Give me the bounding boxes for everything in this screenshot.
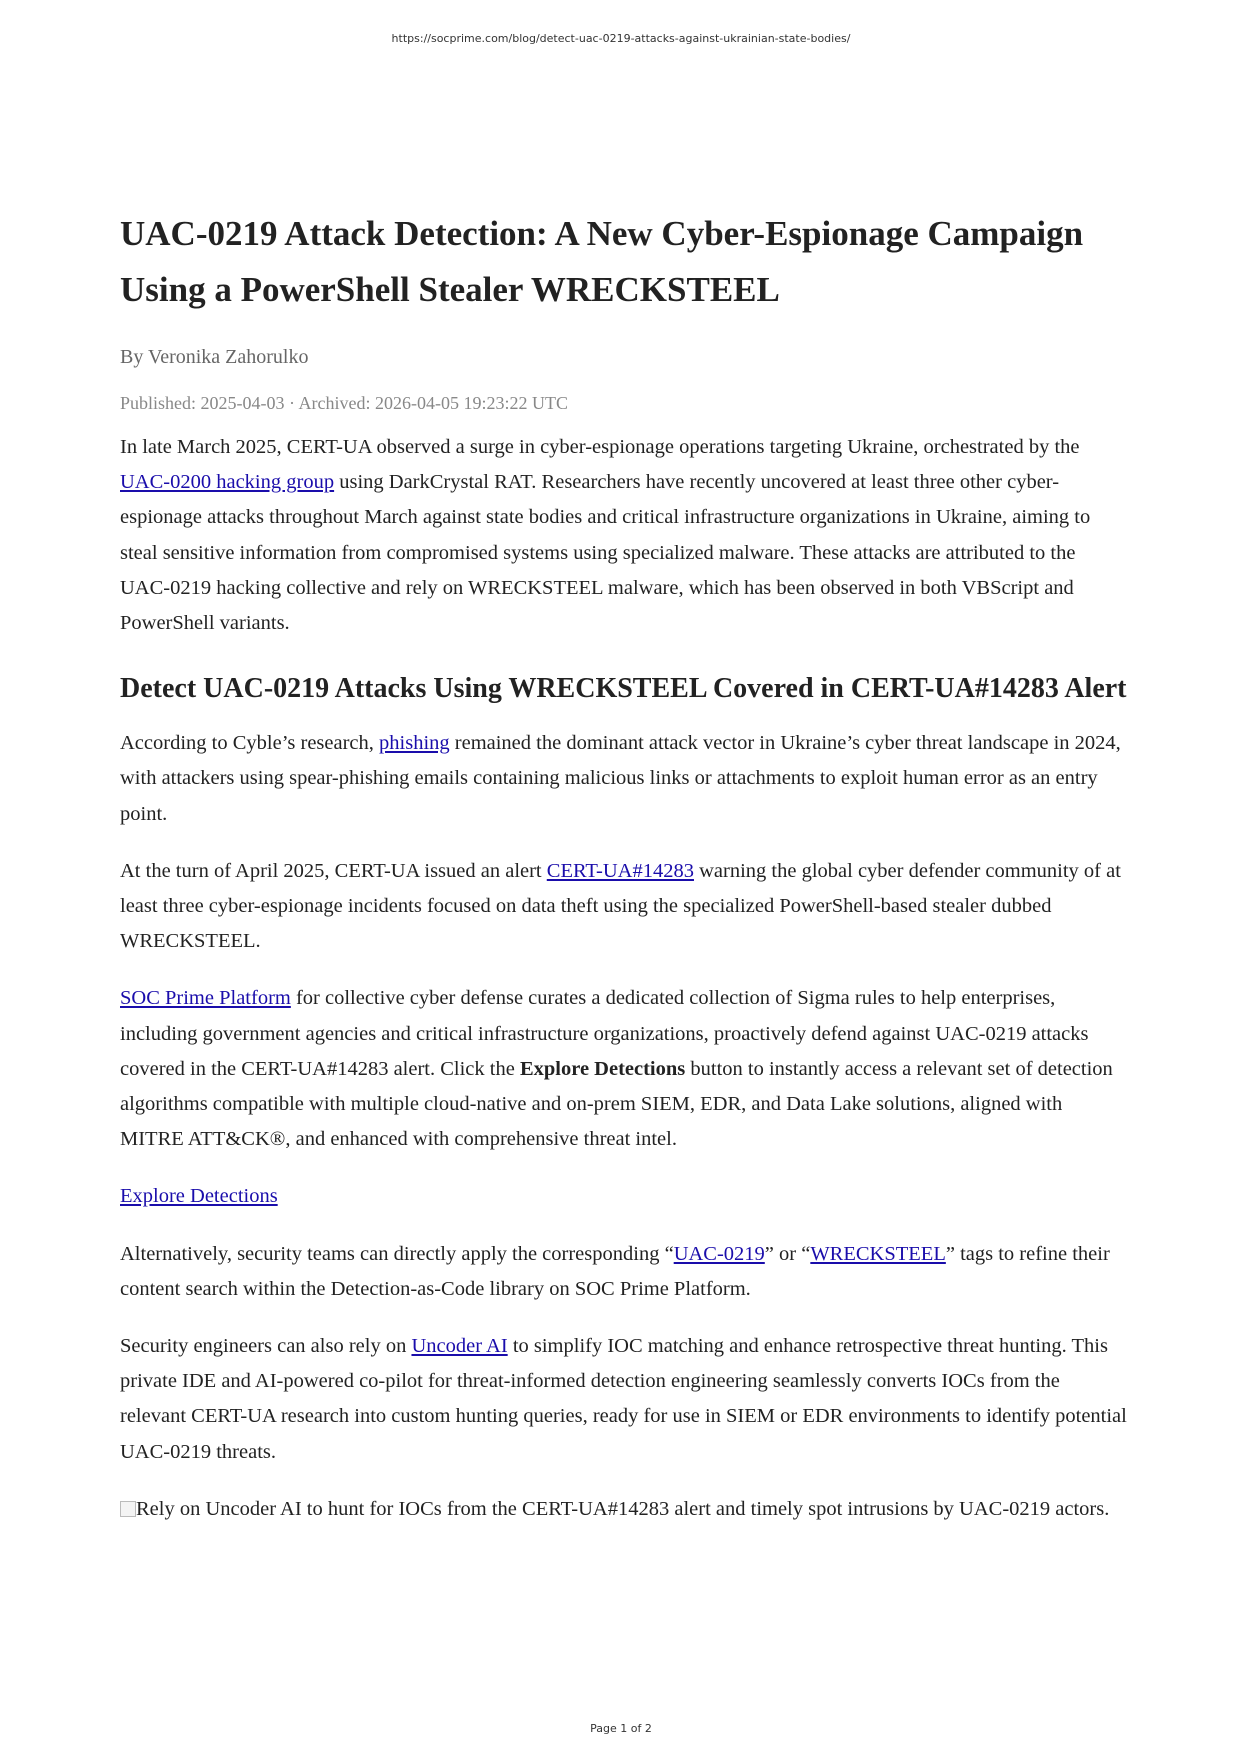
explore-paragraph xyxy=(120,1179,1130,1214)
uncoder-text-1: Security engineers can also rely on xyxy=(120,1335,412,1358)
page-url-header: https://socprime.com/blog/detect-uac-0219-attacks-against-ukrainian-state-bodies/ xyxy=(391,32,851,45)
uac-0219-tag-link[interactable]: UAC-0219 xyxy=(673,1242,765,1265)
broken-image-icon xyxy=(120,1501,136,1517)
tags-text-2: ” or “ xyxy=(764,1242,811,1265)
soc-text-2: button to instantly access a relevant set of detection algorithms compatible with multiple cloud-native and on-prem SIEM, EDR, and Data Lake solutions, aligned with MITRE ATT&CK®, and enhanced with comprehensive threat intel. xyxy=(120,1057,1113,1151)
cert-ua-14283-link[interactable]: CERT-UA#14283 xyxy=(546,859,694,882)
cyble-text-2: remained the dominant attack vector in Ukraine’s cyber threat landscape in 2024, with attackers using spear-phishing emails containing malicious links or attachments to exploit human error as an entry point. xyxy=(120,732,1121,825)
uncoder-paragraph xyxy=(120,1329,1130,1470)
tags-text-3: ” tags to refine their content search within the Detection-as-Code library on SOC Prime Platform. xyxy=(120,1242,1110,1300)
phishing-link[interactable]: phishing xyxy=(379,732,450,755)
cert-text-1: At the turn of April 2025, CERT-UA issued an alert xyxy=(120,859,547,882)
explore-detections-link[interactable]: Explore Detections xyxy=(120,1185,278,1208)
article-title: UAC-0219 Attack Detection: A New Cyber-Espionage Campaign Using a PowerShell Stealer WRECKSTEEL xyxy=(120,214,1084,309)
tags-paragraph xyxy=(120,1237,1130,1307)
soc-prime-paragraph xyxy=(120,981,1130,1157)
uac-0200-link[interactable]: UAC-0200 hacking group xyxy=(120,471,335,494)
soc-prime-platform-link[interactable]: SOC Prime Platform xyxy=(120,987,291,1010)
article-meta: Published: 2025-04-03 · Archived: 2026-04-05 19:23:22 UTC xyxy=(120,393,568,413)
tags-text-1: Alternatively, security teams can directly apply the corresponding “ xyxy=(120,1242,674,1265)
cert-alert-paragraph xyxy=(120,854,1130,960)
image-alt-text: Rely on Uncoder AI to hunt for IOCs from the CERT-UA#14283 alert and timely spot intrusions by UAC-0219 actors. xyxy=(136,1497,1110,1520)
soc-text-1: for collective cyber defense curates a dedicated collection of Sigma rules to help enterprises, including government agencies and critical infrastructure organizations, proactively defend against UAC-0219 attacks covered in the CERT-UA#14283 alert. Click the xyxy=(120,987,1089,1080)
intro-text-2: using DarkCrystal RAT. Researchers have recently uncovered at least three other cyber-espionage attacks throughout March against state bodies and critical infrastructure organizations in Ukraine, aiming to steal sensitive information from compromised systems using specialized malware. These attacks are attributed to the UAC-0219 hacking collective and rely on WRECKSTEEL malware, which has been observed in both VBScript and PowerShell variants. xyxy=(120,471,1091,635)
explore-detections-bold: Explore Detections xyxy=(519,1057,686,1080)
intro-paragraph xyxy=(120,430,1130,641)
uncoder-ai-link[interactable]: Uncoder AI xyxy=(411,1335,508,1358)
section-heading: Detect UAC-0219 Attacks Using WRECKSTEEL Covered in CERT-UA#14283 Alert xyxy=(120,673,1127,705)
uncoder-text-2: to simplify IOC matching and enhance retrospective threat hunting. This private IDE and AI-powered co-pilot for threat-informed detection engineering seamlessly converts IOCs from the relevant CERT-UA research into custom hunting queries, ready for use in SIEM or EDR environments to identify potential UAC-0219 threats. xyxy=(120,1335,1127,1463)
image-placeholder xyxy=(120,1492,1130,1527)
cyble-paragraph xyxy=(120,726,1130,832)
cyble-text-1: According to Cyble’s research, xyxy=(120,732,380,755)
article xyxy=(120,206,1130,1527)
wrecksteel-tag-link[interactable]: WRECKSTEEL xyxy=(810,1242,946,1265)
intro-text-1: In late March 2025, CERT-UA observed a surge in cyber-espionage operations targeting Ukraine, orchestrated by the xyxy=(120,436,1080,458)
page-number: Page 1 of 2 xyxy=(590,1722,652,1735)
cert-text-2: warning the global cyber defender community of at least three cyber-espionage incidents focused on data theft using the specialized PowerShell-based stealer dubbed WRECKSTEEL. xyxy=(120,859,1121,953)
article-byline: By Veronika Zahorulko xyxy=(120,346,309,368)
